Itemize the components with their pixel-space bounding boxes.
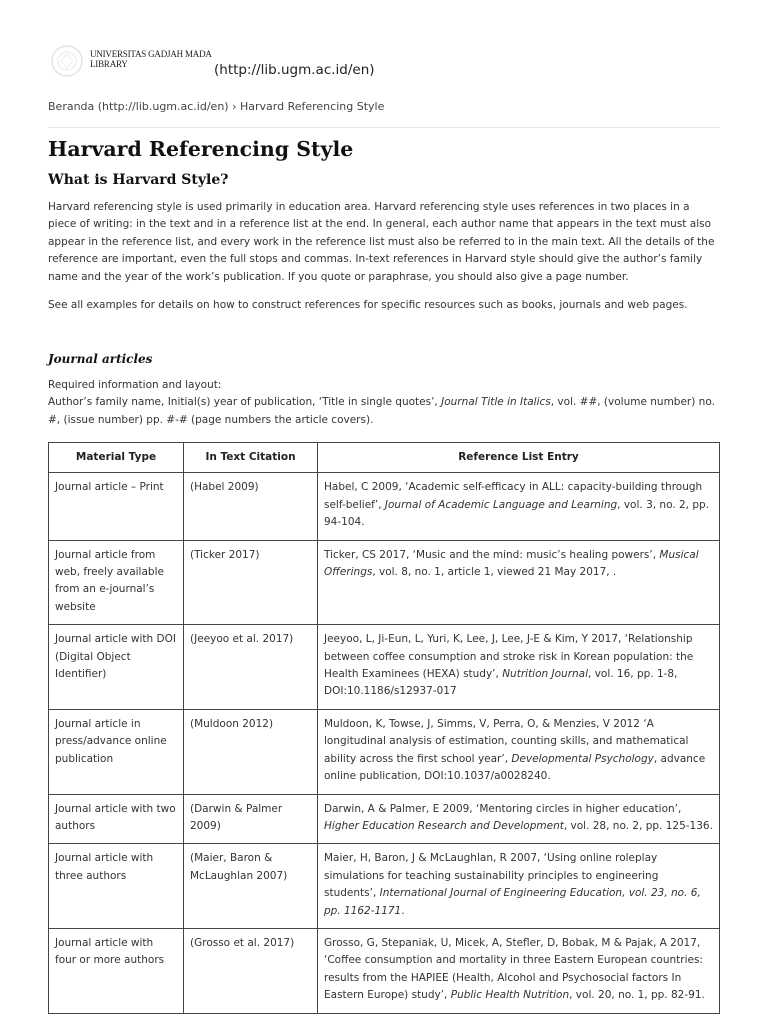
- site-header: [48, 0, 720, 88]
- ref-text: Ticker, CS 2017, ‘Music and the mind: music’s healing powers’,: [324, 548, 660, 561]
- cell-reference: [318, 794, 720, 844]
- ref-text-end: , advance online publication, DOI:10.1037/a0028240.: [324, 752, 706, 783]
- page: [48, 0, 720, 1002]
- breadcrumb-current: Harvard Referencing Style: [239, 100, 385, 113]
- intro-paragraph: Harvard referencing style is used primarily in education area. Harvard referencing style uses references in two places in a piece of writing: in the text and in a reference list at the end. In general, each author name that appears in the text must also appear in the reference list, and every work in the reference list must also be referred to in the main text. All the details of the reference are important, even the full stops and commas. In-text references in Harvard style should give the author’s family name and the year of the work’s publication. If you quote or paraphrase, you should also give a page number.: [48, 201, 715, 283]
- cell-material-type: Journal article with DOI (Digital Object Identifier): [49, 625, 184, 710]
- header-reference-list-entry: Reference List Entry: [318, 443, 720, 473]
- ref-text-end: , vol. 3, no. 2, pp. 94-104.: [324, 498, 710, 529]
- ref-text: Grosso, G, Stepaniak, U, Micek, A, Stefler, D, Bobak, M & Pajak, A 2017, ‘Coffee consumption and mortality in three Eastern European countries: results from the HAPIEE (Health, Alcohol and Psychosocial factors In Eastern Europe) study’,: [324, 936, 703, 1002]
- ref-italic: Higher Education Research and Development: [324, 819, 564, 832]
- cell-material-type: Journal article with three authors: [49, 844, 184, 929]
- ref-text-end: , vol. 16, pp. 1-8, DOI:10.1186/s12937-017: [324, 668, 678, 698]
- page-title: Harvard Referencing Style: [48, 137, 354, 161]
- cell-material-type: Journal article with four or more authors: [49, 928, 184, 1013]
- required-label: Required information and layout:: [48, 379, 222, 391]
- table-row: [49, 844, 720, 929]
- table-row: [49, 473, 720, 540]
- ref-italic: Nutrition Journal: [502, 668, 589, 681]
- cell-reference: [318, 844, 720, 929]
- ref-text: Darwin, A & Palmer, E 2009, ‘Mentoring circles in higher education’,: [324, 802, 682, 815]
- header-material-type: Material Type: [49, 443, 184, 473]
- cell-citation: (Grosso et al. 2017): [184, 928, 318, 1013]
- table-row: [49, 794, 720, 844]
- ref-italic: Musical Offerings: [324, 548, 699, 579]
- breadcrumb: [48, 100, 384, 113]
- breadcrumb-home-link[interactable]: Beranda (http://lib.ugm.ac.id/en): [48, 100, 229, 113]
- cell-reference: [318, 625, 720, 710]
- table-row: [49, 540, 720, 625]
- cell-material-type: Journal article from web, freely available from an e-journal’s website: [49, 540, 184, 625]
- site-url-link[interactable]: (http://lib.ugm.ac.id/en): [214, 62, 375, 78]
- cell-citation: (Ticker 2017): [184, 540, 318, 625]
- see-all-paragraph: See all examples for details on how to construct references for specific resources such as books, journals and web pages.: [48, 299, 688, 311]
- layout-text-pre: Author’s family name, Initial(s) year of publication, ‘Title in single quotes’,: [48, 396, 442, 409]
- ref-text: Muldoon, K, Towse, J, Simms, V, Perra, O, & Menzies, V 2012 ‘A longitudinal analysis of estimation, counting skills, and mathematical ability across the first school year’,: [324, 717, 689, 765]
- cell-reference: [318, 709, 720, 794]
- ref-text-end: .: [401, 904, 405, 917]
- ref-italic: International Journal of Engineering Education, vol. 23, no. 6, pp. 1162-1171: [324, 887, 701, 917]
- cell-citation: (Jeeyoo et al. 2017): [184, 625, 318, 710]
- required-layout: [48, 377, 720, 429]
- cell-citation: (Habel 2009): [184, 473, 318, 540]
- section-heading: Journal articles: [48, 352, 153, 366]
- reference-table: [48, 442, 720, 1014]
- table-header-row: [49, 443, 720, 473]
- cell-citation: (Maier, Baron & McLaughlan 2007): [184, 844, 318, 929]
- header-divider: [48, 127, 720, 128]
- ref-italic: Public Health Nutrition: [450, 989, 570, 1002]
- ref-text-end: , vol. 20, no. 1, pp. 82-91.: [569, 989, 705, 1002]
- cell-reference: [318, 540, 720, 625]
- cell-citation: (Muldoon 2012): [184, 709, 318, 794]
- ref-text: Jeeyoo, L, Ji-Eun, L, Yuri, K, Lee, J, Lee, J-E & Kim, Y 2017, ‘Relationship between coffee consumption and stroke risk in Korean population: the Health Examinees (HEXA) study’,: [324, 633, 694, 681]
- page-subtitle: What is Harvard Style?: [48, 172, 229, 188]
- ref-text: Habel, C 2009, ‘Academic self-efficacy in ALL: capacity-building through self-belief’,: [324, 481, 703, 511]
- layout-text-italic: Journal Title in Italics: [441, 396, 551, 409]
- ref-italic: Developmental Psychology: [511, 752, 654, 765]
- breadcrumb-separator: ›: [232, 100, 237, 113]
- cell-reference: [318, 473, 720, 540]
- header-in-text-citation: In Text Citation: [184, 443, 318, 473]
- cell-reference: [318, 928, 720, 1013]
- logo-line-1: UNIVERSITAS GADJAH MADA: [90, 49, 212, 59]
- logo-wordmark[interactable]: [90, 49, 212, 69]
- ref-text-end: , vol. 28, no. 2, pp. 125-136.: [563, 819, 713, 832]
- table-row: [49, 928, 720, 1013]
- ref-text: Maier, H, Baron, J & McLaughlan, R 2007, ‘Using online roleplay simulations for teaching sustainability principles to engineering students’,: [324, 852, 659, 900]
- ref-italic: Journal of Academic Language and Learning: [384, 498, 618, 511]
- cell-citation: (Darwin & Palmer 2009): [184, 794, 318, 844]
- layout-text-post: , vol. ##, (volume number) no. #, (issue number) pp. #-# (page numbers the article covers).: [48, 396, 715, 426]
- table-row: [49, 709, 720, 794]
- ref-text-end: , vol. 8, no. 1, article 1, viewed 21 May 2017, .: [372, 566, 617, 579]
- logo-line-2: LIBRARY: [90, 59, 128, 69]
- table-row: [49, 625, 720, 710]
- ugm-logo-icon[interactable]: [50, 44, 84, 78]
- cell-material-type: Journal article in press/advance online publication: [49, 709, 184, 794]
- cell-material-type: Journal article – Print: [49, 473, 184, 540]
- cell-material-type: Journal article with two authors: [49, 794, 184, 844]
